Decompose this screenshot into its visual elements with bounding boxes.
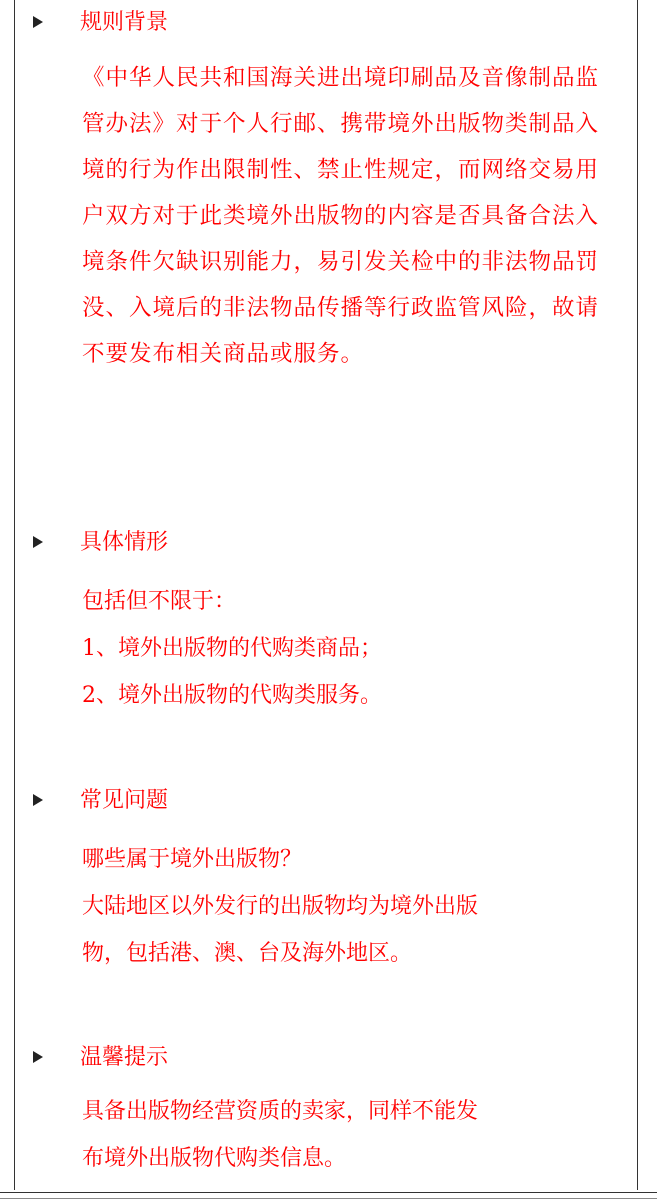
section-rule-background bbox=[0, 6, 600, 40]
bottom-divider-secondary bbox=[0, 1198, 657, 1199]
faq-answer-line: 大陆地区以外发行的出版物均为境外出版 bbox=[82, 894, 479, 919]
triangle-bullet-icon bbox=[33, 536, 43, 548]
faq-question: 哪些属于境外出版物？ bbox=[82, 847, 303, 872]
section-heading: 温馨提示 bbox=[80, 1045, 169, 1070]
section-specific-situations bbox=[0, 526, 600, 560]
section-heading: 规则背景 bbox=[80, 10, 169, 35]
triangle-bullet-icon bbox=[33, 16, 43, 28]
section-faq bbox=[0, 784, 600, 818]
list-item: 2、境外出版物的代购类服务。 bbox=[82, 683, 382, 708]
list-item: 1、境外出版物的代购类商品； bbox=[82, 636, 382, 661]
triangle-bullet-icon bbox=[33, 794, 43, 806]
tip-line: 布境外出版物代购类信息。 bbox=[82, 1146, 347, 1171]
list-item: 包括但不限于： bbox=[82, 589, 237, 614]
section-heading: 具体情形 bbox=[80, 530, 169, 555]
section-heading: 常见问题 bbox=[80, 788, 169, 813]
faq-answer-line: 物，包括港、澳、台及海外地区。 bbox=[82, 941, 413, 966]
rule-background-paragraph: 《中华人民共和国海关进出境印刷品及音像制品监管办法》对于个人行邮、携带境外出版物类制品入境的行为作出限制性、禁止性规定，而网络交易用户双方对于此类境外出版物的内容是否具备合法入境条件欠缺识别能力，易引发关检中的非法物品罚没、入境后的非法物品传播等行政监管风险，故请不要发布相关商品或服务。 bbox=[82, 65, 600, 367]
section-warm-tip bbox=[0, 1041, 600, 1075]
bottom-divider bbox=[0, 1192, 657, 1193]
triangle-bullet-icon bbox=[33, 1051, 43, 1063]
tip-line: 具备出版物经营资质的卖家，同样不能发 bbox=[82, 1099, 479, 1124]
